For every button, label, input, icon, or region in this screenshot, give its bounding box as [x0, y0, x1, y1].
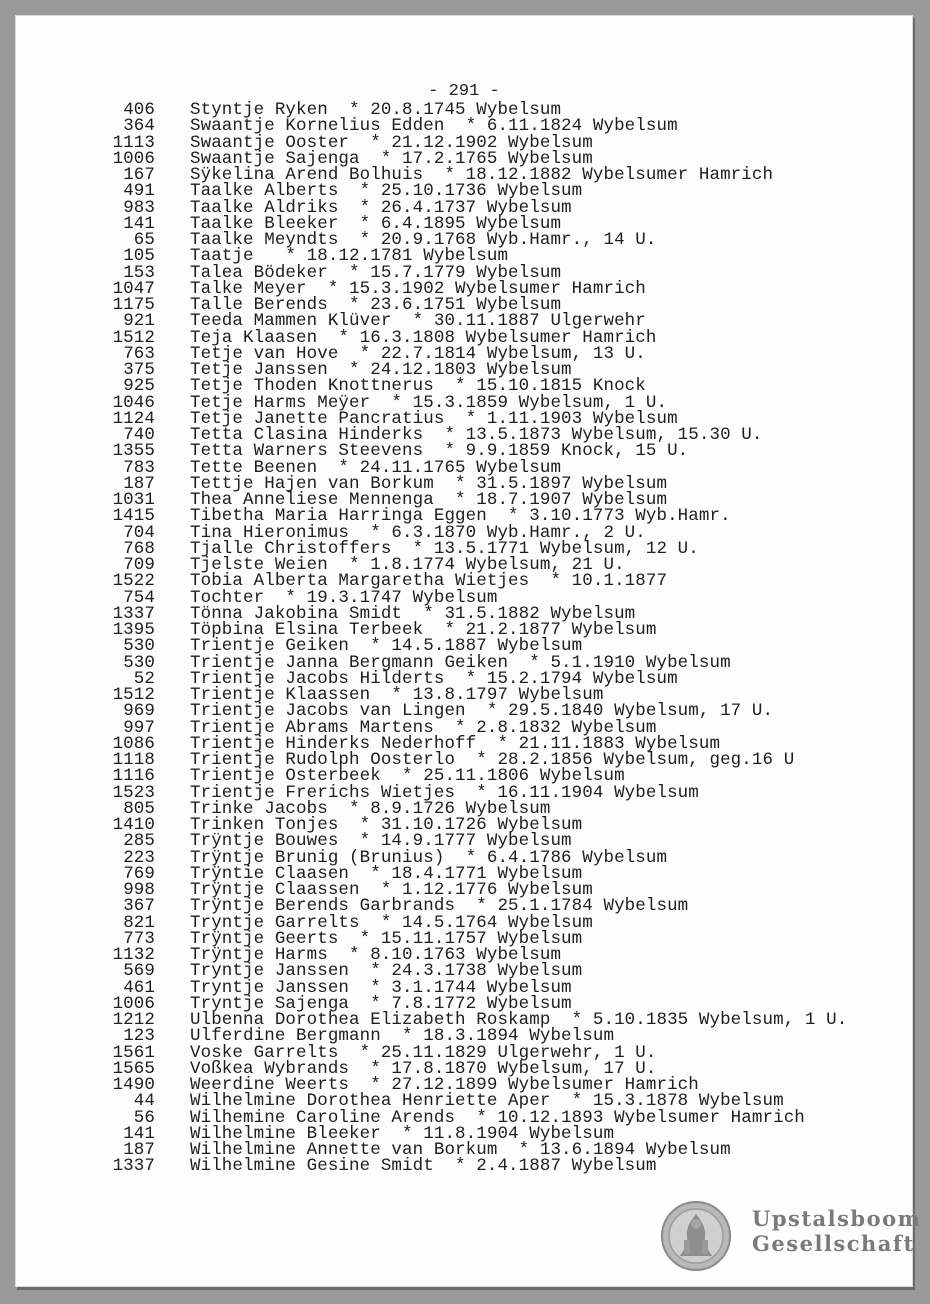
entry-number: 367 [123, 896, 155, 917]
entry-text: Swaantje Kornelius Edden * 6.11.1824 Wybelsum [190, 116, 678, 137]
entry-number: 1031 [112, 490, 155, 510]
entry-text: Taalke Alberts * 25.10.1736 Wybelsum [190, 181, 583, 202]
entry-text: Talea Bödeker * 15.7.1779 Wybelsum [190, 262, 562, 283]
entry-number: 569 [123, 961, 155, 982]
entry-number: 1086 [112, 733, 155, 754]
entry-text: Tönna Jakobina Smidt * 31.5.1882 Wybelsum [190, 603, 636, 624]
entry-number: 1175 [112, 295, 155, 315]
entry-number: 1046 [112, 392, 155, 413]
entry-text: Tettje Hajen van Borkum * 31.5.1897 Wybelsum [190, 473, 668, 494]
seal-icon [660, 1200, 732, 1272]
entry-number: 1006 [112, 148, 155, 169]
entry-text: Trÿntje Berends Garbrands * 25.1.1784 Wybelsum [190, 896, 689, 917]
entry-text: Trientje Geiken * 14.5.1887 Wybelsum [190, 636, 583, 657]
entry-number: 285 [123, 831, 155, 852]
entry-number: 1118 [112, 750, 155, 770]
entry-number: 491 [123, 181, 155, 202]
entry-text: Wilhemine Caroline Arends * 10.12.1893 Wybelsumer Hamrich [190, 1107, 805, 1128]
entry-text: Wilhelmine Bleeker * 11.8.1904 Wybelsum [190, 1123, 615, 1144]
entry-text: Teeda Mammen Klüver * 30.11.1887 Ulgerwehr [190, 311, 646, 332]
entry-text: Tjalle Christoffers * 13.5.1771 Wybelsum, 12 U. [190, 538, 699, 559]
entry-number: 375 [123, 360, 155, 380]
entry-text: Tetta Warners Steevens * 9.9.1859 Knock, 15 U. [190, 441, 689, 462]
entry-text: Trÿntje Harms * 8.10.1763 Wybelsum [190, 945, 562, 965]
entry-text: Trinke Jacobs * 8.9.1726 Wybelsum [190, 798, 551, 819]
entry-number: 52 [133, 668, 155, 689]
entry-number: 709 [123, 555, 155, 575]
entry-number: 1410 [112, 815, 155, 835]
entry-number: 1512 [112, 685, 155, 705]
entry-text: Wilhelmine Annette van Borkum * 13.6.1894 Wybelsum [190, 1140, 731, 1160]
entry-number: 65 [133, 230, 155, 250]
entry-number: 1561 [112, 1042, 155, 1063]
entry-text: Trientje Klaassen * 13.8.1797 Wybelsum [190, 685, 604, 705]
entry-number: 44 [133, 1091, 155, 1112]
entry-text: Trientje Janna Bergmann Geiken * 5.1.1910 Wybelsum [190, 652, 731, 673]
entry-number: 925 [123, 376, 155, 397]
entry-text: Trÿntie Claasen * 18.4.1771 Wybelsum [190, 863, 583, 884]
entry-number: 141 [123, 1123, 155, 1144]
entry-text: Trientje Hinderks Nederhoff * 21.11.1883 Wybelsum [190, 733, 721, 754]
entry-text: Trientje Osterbeek * 25.11.1806 Wybelsum [190, 766, 625, 787]
entry-text: Tjelste Weien * 1.8.1774 Wybelsum, 21 U. [190, 555, 625, 575]
entry-number: 1395 [112, 620, 155, 640]
entry-text: Trientje Jacobs van Lingen * 29.5.1840 Wybelsum, 17 U. [190, 701, 774, 722]
entry-text: Trÿntje Brunig (Brunius) * 6.4.1786 Wybelsum [190, 847, 668, 868]
entry-number: 406 [123, 100, 155, 120]
entry-text: Talle Berends * 23.6.1751 Wybelsum [190, 295, 562, 315]
entry-number: 740 [123, 425, 155, 445]
entry-number: 141 [123, 213, 155, 234]
entry-number: 969 [123, 701, 155, 722]
entry-number: 805 [123, 798, 155, 819]
entry-number: 1523 [112, 782, 155, 803]
register-list [75, 102, 875, 1175]
entry-number: 153 [123, 262, 155, 283]
entry-number: 56 [133, 1107, 155, 1128]
brand-line-2: Gesellschaft [752, 1231, 915, 1256]
entry-text: Tochter * 19.3.1747 Wybelsum [190, 587, 498, 608]
page-number: - 291 - [428, 82, 500, 101]
entry-text: Weerdine Weerts * 27.12.1899 Wybelsumer Hamrich [190, 1075, 699, 1095]
entry-number: 998 [123, 880, 155, 900]
entry-text: Tetje Janette Pancratius * 1.11.1903 Wybelsum [190, 408, 678, 429]
entry-text: Tetje Harms Meÿer * 15.3.1859 Wybelsum, 1 U. [190, 392, 668, 413]
entry-text: Ulbenna Dorothea Elizabeth Roskamp * 5.10.1835 Wybelsum, 1 U. [190, 1010, 848, 1030]
entry-number: 783 [123, 457, 155, 478]
entry-number: 1415 [112, 506, 155, 527]
entry-text: Taalke Bleeker * 6.4.1895 Wybelsum [190, 213, 562, 234]
entry-number: 1116 [112, 766, 155, 787]
entry-text: Thea Anneliese Mennenga * 18.7.1907 Wybelsum [190, 490, 668, 510]
entry-text: Tobia Alberta Margaretha Wietjes * 10.1.1877 [190, 571, 668, 592]
entry-text: Tetta Clasina Hinderks * 13.5.1873 Wybelsum, 15.30 U. [190, 425, 763, 445]
entry-number: 1113 [112, 132, 155, 153]
entry-number: 983 [123, 197, 155, 218]
entry-text: Tetje van Hove * 22.7.1814 Wybelsum, 13 U. [190, 343, 646, 364]
entry-text: Taatje * 18.12.1781 Wybelsum [190, 246, 509, 267]
entry-text: Trÿntje Bouwes * 14.9.1777 Wybelsum [190, 831, 572, 852]
entry-text: Tryntje Janssen * 3.1.1744 Wybelsum [190, 977, 572, 998]
entry-number: 921 [123, 311, 155, 332]
entry-text: Sÿkelina Arend Bolhuis * 18.12.1882 Wybelsumer Hamrich [190, 165, 774, 185]
entry-text: Trientje Abrams Martens * 2.8.1832 Wybelsum [190, 717, 657, 738]
entry-number: 1337 [112, 1156, 155, 1177]
entry-text: Teja Klaasen * 16.3.1808 Wybelsumer Hamrich [190, 327, 657, 348]
entry-text: Voske Garrelts * 25.11.1829 Ulgerwehr, 1 U. [190, 1042, 657, 1063]
entry-text: Trinken Tonjes * 31.10.1726 Wybelsum [190, 815, 583, 835]
entry-number: 530 [123, 636, 155, 657]
brand-line-1: Upstalsboom [752, 1206, 922, 1231]
document-page [15, 15, 922, 1287]
entry-number: 1565 [112, 1058, 155, 1079]
entry-number: 105 [123, 246, 155, 267]
entry-text: Taalke Meyndts * 20.9.1768 Wyb.Hamr., 14 U. [190, 230, 657, 250]
entry-text: Tryntje Garrelts * 14.5.1764 Wybelsum [190, 912, 593, 933]
entry-number: 1132 [112, 945, 155, 965]
entry-number: 768 [123, 538, 155, 559]
entry-number: 123 [123, 1026, 155, 1047]
entry-text: Tryntje Janssen * 24.3.1738 Wybelsum [190, 961, 583, 982]
entry-number: 1355 [112, 441, 155, 462]
entry-number: 821 [123, 912, 155, 933]
entry-text: Tette Beenen * 24.11.1765 Wybelsum [190, 457, 562, 478]
entry-text: Swaantje Sajenga * 17.2.1765 Wybelsum [190, 148, 593, 169]
entry-number: 187 [123, 1140, 155, 1160]
entry-number: 461 [123, 977, 155, 998]
entry-number: 187 [123, 473, 155, 494]
entry-number: 1512 [112, 327, 155, 348]
entry-text: Trÿntje Geerts * 15.11.1757 Wybelsum [190, 928, 583, 949]
entry-number: 1337 [112, 603, 155, 624]
entry-number: 1490 [112, 1075, 155, 1095]
entry-text: Tetje Thoden Knottnerus * 15.10.1815 Knock [190, 376, 646, 397]
society-logo [660, 1200, 922, 1280]
entry-number: 704 [123, 522, 155, 543]
entry-number: 1047 [112, 278, 155, 299]
brand-name [752, 1206, 921, 1256]
entry-text: Taalke Aldriks * 26.4.1737 Wybelsum [190, 197, 572, 218]
entry-number: 1522 [112, 571, 155, 592]
entry-text: Trientje Jacobs Hilderts * 15.2.1794 Wybelsum [190, 668, 678, 689]
entry-number: 754 [123, 587, 155, 608]
entry-text: Trientje Frerichs Wietjes * 16.11.1904 Wybelsum [190, 782, 699, 803]
entry-number: 1006 [112, 993, 155, 1014]
entry-number: 167 [123, 165, 155, 185]
entry-text: Töpbina Elsina Terbeek * 21.2.1877 Wybelsum [190, 620, 657, 640]
entry-number: 769 [123, 863, 155, 884]
entry-number: 773 [123, 928, 155, 949]
entry-text: Wilhelmine Gesine Smidt * 2.4.1887 Wybelsum [190, 1156, 657, 1177]
entry-text: Tibetha Maria Harringa Eggen * 3.10.1773 Wyb.Hamr. [190, 506, 731, 527]
entry-text: Tryntje Sajenga * 7.8.1772 Wybelsum [190, 993, 572, 1014]
register-entry [75, 1156, 875, 1177]
entry-number: 763 [123, 343, 155, 364]
entry-text: Styntje Ryken * 20.8.1745 Wybelsum [190, 100, 562, 120]
entry-number: 364 [123, 116, 155, 137]
entry-number: 1124 [112, 408, 155, 429]
entry-number: 997 [123, 717, 155, 738]
entry-number: 1212 [112, 1010, 155, 1030]
entry-text: Trientje Rudolph Oosterlo * 28.2.1856 Wybelsum, geg.16 U [190, 750, 795, 770]
entry-text: Swaantje Ooster * 21.12.1902 Wybelsum [190, 132, 593, 153]
entry-number: 223 [123, 847, 155, 868]
entry-text: Voßkea Wybrands * 17.8.1870 Wybelsum, 17 U. [190, 1058, 657, 1079]
entry-number: 530 [123, 652, 155, 673]
entry-text: Tina Hieronimus * 6.3.1870 Wyb.Hamr., 2 U. [190, 522, 646, 543]
entry-text: Ulferdine Bergmann * 18.3.1894 Wybelsum [190, 1026, 615, 1047]
entry-text: Tetje Janssen * 24.12.1803 Wybelsum [190, 360, 572, 380]
entry-text: Wilhelmine Dorothea Henriette Aper * 15.3.1878 Wybelsum [190, 1091, 784, 1112]
entry-text: Talke Meyer * 15.3.1902 Wybelsumer Hamrich [190, 278, 646, 299]
entry-text: Trÿntje Claassen * 1.12.1776 Wybelsum [190, 880, 593, 900]
